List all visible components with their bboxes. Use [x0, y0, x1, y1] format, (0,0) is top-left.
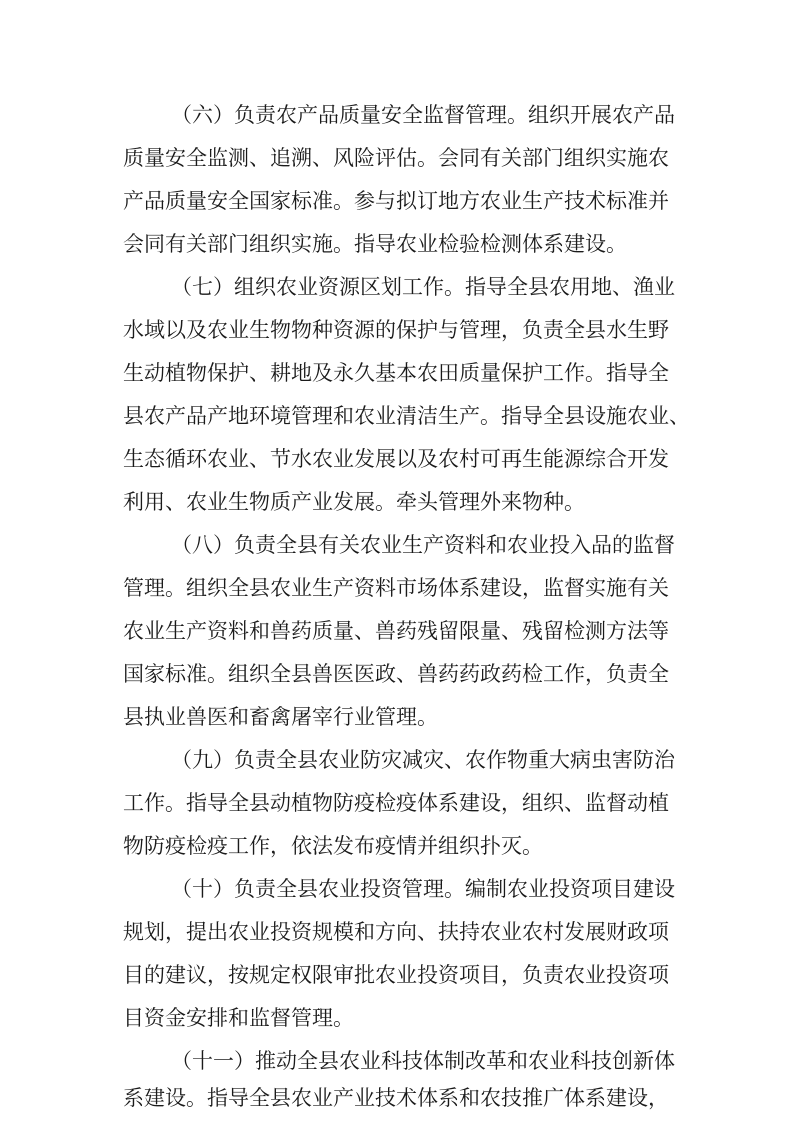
text-line: （十一）推动全县农业科技体制改革和农业科技创新体 — [171, 1049, 675, 1073]
text-line: 利用、农业生物质产业发展。牵头管理外来物种。 — [123, 490, 585, 514]
text-line: 水域以及农业生物物种资源的保护与管理，负责全县水生野 — [123, 318, 669, 342]
text-line: 质量安全监测、追溯、风险评估。会同有关部门组织实施农 — [123, 146, 669, 170]
text-line: （九）负责全县农业防灾减灾、农作物重大病虫害防治 — [171, 748, 675, 772]
text-line: 县农产品产地环境管理和农业清洁生产。指导全县设施农业、 — [123, 404, 690, 428]
text-line: 目的建议，按规定权限审批农业投资项目，负责农业投资项 — [123, 963, 669, 987]
text-line: 工作。指导全县动植物防疫检疫体系建设，组织、监督动植 — [123, 791, 669, 815]
text-line: （八）负责全县有关农业生产资料和农业投入品的监督 — [171, 533, 675, 557]
text-line: 会同有关部门组织实施。指导农业检验检测体系建设。 — [123, 232, 627, 256]
text-line: 目资金安排和监督管理。 — [123, 1006, 354, 1030]
text-line: 物防疫检疫工作，依法发布疫情并组织扑灭。 — [123, 834, 543, 858]
text-line: （七）组织农业资源区划工作。指导全县农用地、渔业 — [171, 275, 675, 299]
text-line: （十）负责全县农业投资管理。编制农业投资项目建设 — [171, 877, 675, 901]
text-line: 产品质量安全国家标准。参与拟订地方农业生产技术标准并 — [123, 189, 669, 213]
text-line: （六）负责农产品质量安全监督管理。组织开展农产品 — [171, 103, 675, 127]
text-line: 生动植物保护、耕地及永久基本农田质量保护工作。指导全 — [123, 361, 669, 385]
text-line: 国家标准。组织全县兽医医政、兽药药政药检工作，负责全 — [123, 662, 669, 686]
text-line: 农业生产资料和兽药质量、兽药残留限量、残留检测方法等 — [123, 619, 669, 643]
text-line: 系建设。指导全县农业产业技术体系和农技推广体系建设， — [123, 1086, 669, 1110]
text-line: 规划，提出农业投资规模和方向、扶持农业农村发展财政项 — [123, 920, 669, 944]
text-line: 生态循环农业、节水农业发展以及农村可再生能源综合开发 — [123, 447, 669, 471]
text-line: 管理。组织全县农业生产资料市场体系建设，监督实施有关 — [123, 576, 669, 600]
text-line: 县执业兽医和畜禽屠宰行业管理。 — [123, 705, 438, 729]
